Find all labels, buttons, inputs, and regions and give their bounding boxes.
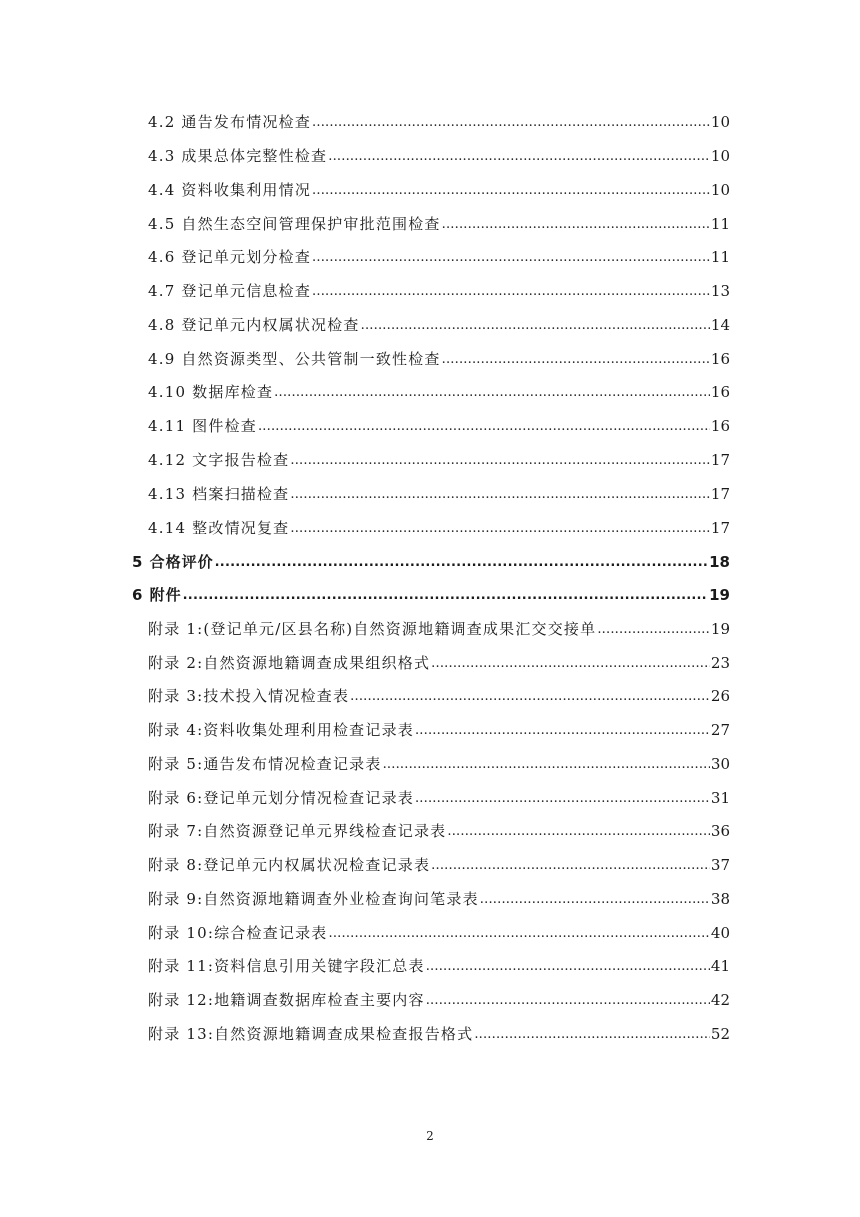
toc-appendix-title: 附录 5:通告发布情况检查记录表 (148, 755, 382, 773)
toc-entry-title: 4.5 自然生态空间管理保护审批范围检查 (148, 215, 441, 233)
toc-appendix-title: 附录 4:资料收集处理利用检查记录表 (148, 721, 414, 739)
toc-entry-page: 10 (710, 181, 730, 199)
toc-dot-leader (290, 515, 710, 541)
toc-appendix-13[interactable] (148, 1022, 730, 1046)
toc-chapter-title: 5 合格评价 (132, 553, 214, 571)
toc-entry-4-3[interactable] (148, 144, 730, 168)
toc-entry-4-12[interactable] (148, 448, 730, 472)
toc-entry-title: 4.2 通告发布情况检查 (148, 113, 312, 131)
toc-appendix-4[interactable] (148, 718, 730, 742)
toc-appendix-6[interactable] (148, 786, 730, 810)
toc-entry-4-10[interactable] (148, 380, 730, 404)
toc-dot-leader (431, 852, 710, 878)
toc-dot-leader (480, 886, 710, 912)
toc-appendix-12[interactable] (148, 988, 730, 1012)
toc-entry-title: 4.8 登记单元内权属状况检查 (148, 316, 360, 334)
toc-entry-title: 4.6 登记单元划分检查 (148, 248, 312, 266)
toc-dot-leader (426, 987, 710, 1013)
toc-dot-leader (183, 582, 708, 608)
toc-dot-leader (597, 616, 710, 642)
toc-dot-leader (312, 278, 710, 304)
toc-appendix-title: 附录 2:自然资源地籍调查成果组织格式 (148, 654, 431, 672)
toc-dot-leader (329, 920, 710, 946)
toc-appendix-page: 27 (710, 721, 730, 739)
toc-entry-title: 4.11 图件检查 (148, 417, 257, 435)
toc-chapter-5[interactable] (132, 550, 730, 574)
toc-appendix-title: 附录 13:自然资源地籍调查成果检查报告格式 (148, 1025, 474, 1043)
toc-dot-leader (431, 650, 710, 676)
toc-entry-4-11[interactable] (148, 414, 730, 438)
toc-entry-title: 4.10 数据库检查 (148, 383, 274, 401)
toc-entry-page: 10 (710, 147, 730, 165)
toc-dot-leader (350, 683, 710, 709)
toc-entry-page: 16 (710, 350, 730, 368)
toc-dot-leader (442, 346, 710, 372)
toc-dot-leader (215, 549, 708, 575)
toc-appendix-title: 附录 6:登记单元划分情况检查记录表 (148, 789, 414, 807)
toc-appendix-page: 40 (710, 924, 730, 942)
toc-appendix-page: 26 (710, 687, 730, 705)
toc-dot-leader (383, 751, 710, 777)
toc-appendix-page: 41 (710, 957, 730, 975)
toc-appendix-page: 36 (710, 822, 730, 840)
toc-dot-leader (415, 785, 710, 811)
toc-entry-title: 4.12 文字报告检查 (148, 451, 290, 469)
page-number: 2 (426, 1129, 434, 1143)
toc-entry-page: 10 (710, 113, 730, 131)
toc-entry-4-5[interactable] (148, 212, 730, 236)
toc-entry-page: 13 (710, 282, 730, 300)
toc-appendix-1[interactable] (148, 617, 730, 641)
toc-appendix-page: 19 (710, 620, 730, 638)
toc-appendix-title: 附录 12:地籍调查数据库检查主要内容 (148, 991, 425, 1009)
toc-appendix-title: 附录 3:技术投入情况检查表 (148, 687, 350, 705)
toc-appendix-title: 附录 9:自然资源地籍调查外业检查询问笔录表 (148, 890, 479, 908)
toc-entry-4-9[interactable] (148, 347, 730, 371)
toc-dot-leader (442, 211, 710, 237)
toc-dot-leader (447, 818, 710, 844)
toc-appendix-page: 30 (710, 755, 730, 773)
toc-dot-leader (258, 413, 710, 439)
toc-entry-title: 4.14 整改情况复查 (148, 519, 290, 537)
toc-entry-4-6[interactable] (148, 245, 730, 269)
toc-entry-page: 17 (710, 519, 730, 537)
toc-dot-leader (312, 109, 710, 135)
toc-appendix-2[interactable] (148, 651, 730, 675)
toc-appendix-title: 附录 11:资料信息引用关键字段汇总表 (148, 957, 425, 975)
toc-entry-4-13[interactable] (148, 482, 730, 506)
toc-dot-leader (290, 447, 710, 473)
toc-appendix-11[interactable] (148, 954, 730, 978)
toc-appendix-10[interactable] (148, 921, 730, 945)
toc-dot-leader (290, 481, 710, 507)
toc-dot-leader (328, 143, 710, 169)
toc-dot-leader (312, 177, 710, 203)
toc-appendix-title: 附录 1:(登记单元/区县名称)自然资源地籍调查成果汇交交接单 (148, 620, 597, 638)
toc-dot-leader (426, 953, 710, 979)
toc-entry-page: 14 (710, 316, 730, 334)
toc-entry-4-8[interactable] (148, 313, 730, 337)
toc-appendix-page: 52 (710, 1025, 730, 1043)
toc-entry-title: 4.4 资料收集利用情况 (148, 181, 312, 199)
toc-dot-leader (361, 312, 710, 338)
toc-appendix-7[interactable] (148, 819, 730, 843)
toc-dot-leader (274, 379, 710, 405)
toc-appendix-title: 附录 8:登记单元内权属状况检查记录表 (148, 856, 431, 874)
toc-dot-leader (474, 1021, 710, 1047)
toc-appendix-page: 37 (710, 856, 730, 874)
toc-dot-leader (312, 244, 710, 270)
toc-appendix-title: 附录 7:自然资源登记单元界线检查记录表 (148, 822, 447, 840)
toc-dot-leader (415, 717, 710, 743)
toc-entry-4-14[interactable] (148, 516, 730, 540)
toc-entry-page: 17 (710, 485, 730, 503)
toc-appendix-page: 31 (710, 789, 730, 807)
toc-chapter-6[interactable] (132, 583, 730, 607)
toc-entry-page: 16 (710, 417, 730, 435)
toc-entry-title: 4.7 登记单元信息检查 (148, 282, 312, 300)
toc-appendix-page: 23 (710, 654, 730, 672)
toc-entry-4-7[interactable] (148, 279, 730, 303)
toc-appendix-5[interactable] (148, 752, 730, 776)
toc-appendix-9[interactable] (148, 887, 730, 911)
toc-entry-page: 16 (710, 383, 730, 401)
toc-chapter-page: 18 (709, 553, 730, 571)
toc-entry-page: 11 (710, 215, 730, 233)
toc-appendix-3[interactable] (148, 684, 730, 708)
toc-appendix-8[interactable] (148, 853, 730, 877)
toc-entry-title: 4.3 成果总体完整性检查 (148, 147, 328, 165)
toc-entry-title: 4.13 档案扫描检查 (148, 485, 290, 503)
toc-appendix-title: 附录 10:综合检查记录表 (148, 924, 328, 942)
toc-chapter-page: 19 (709, 586, 730, 604)
toc-entry-title: 4.9 自然资源类型、公共管制一致性检查 (148, 350, 441, 368)
toc-entry-4-4[interactable] (148, 178, 730, 202)
toc-entry-page: 17 (710, 451, 730, 469)
toc-entry-page: 11 (710, 248, 730, 266)
toc-appendix-page: 38 (710, 890, 730, 908)
toc-entry-4-2[interactable] (148, 110, 730, 134)
toc-appendix-page: 42 (710, 991, 730, 1009)
toc-chapter-title: 6 附件 (132, 586, 182, 604)
